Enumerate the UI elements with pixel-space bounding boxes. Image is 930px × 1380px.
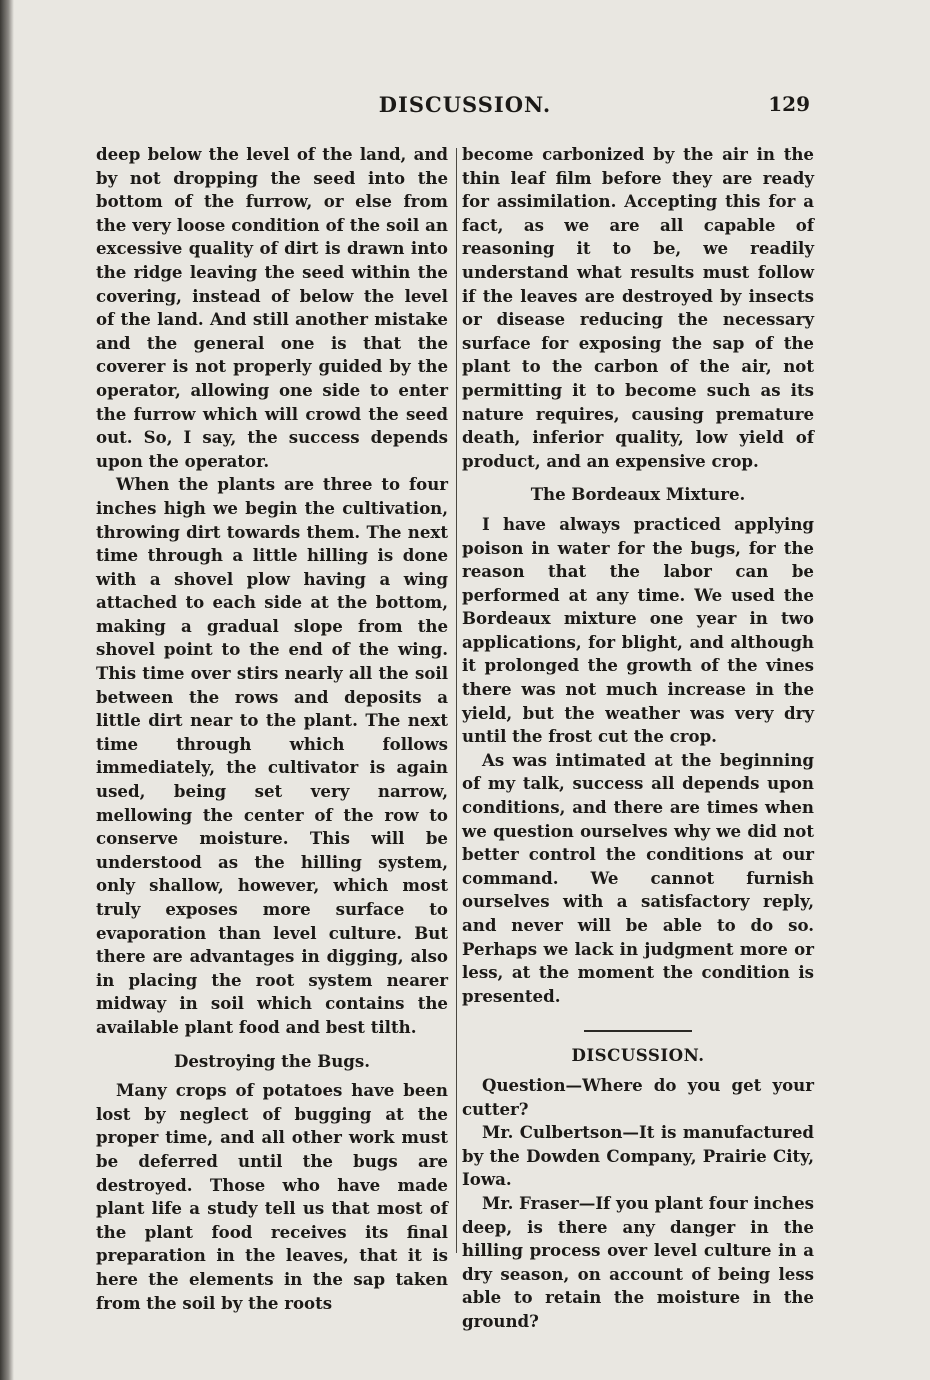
left-paragraph-1: deep below the level of the land, and by not dropping the seed into the bottom of the furrow, or else from the very loose condition of the soil an excessive quality of dirt is drawn into the ridge leaving the seed within the covering, instead of below the level of the land. And still another mistake and the general one is that the coverer is not properly guided by the operator, allowing one side to enter the furrow which will crowd the seed out. So, I say, the success depends upon the operator. (96, 144, 448, 471)
right-paragraph-2: I have always practiced applying poison in water for the bugs, for the reason that the labor can be performed at any time. We used the Bordeaux mixture one year in two applications, for blight, and although it prolonged the growth of the vines there was not much increase in the yield, but the weather was very dry until the frost cut the crop. (462, 513, 814, 747)
discussion-question-1: Question—Where do you get your cutter? (462, 1074, 814, 1119)
section-heading-discussion: DISCUSSION. (571, 1045, 705, 1066)
page-binding-shadow (0, 0, 14, 1380)
page-number: 129 (768, 92, 810, 116)
section-heading-bordeaux-mixture: The Bordeaux Mixture. (530, 484, 746, 505)
column-divider (456, 148, 457, 1253)
right-paragraph-3: As was intimated at the beginning of my talk, success all depends upon conditions, and there are times when we question ourselves why we did not better control the conditions at our command. We cannot furnish ourselves with a satisfactory reply, and never will be able to do so. Perhaps we lack in judgment more or less, at the moment the condition is presented. (462, 749, 814, 1006)
section-divider (584, 1030, 692, 1032)
left-paragraph-3: Many crops of potatoes have been lost by neglect of bugging at the proper time, and all other work must be deferred until the bugs are destroyed. Those who have made plant life a study tell us that most of the plant food receives its final preparation in the leaves, that it is here the elements in the sap taken from the soil by the roots (96, 1080, 448, 1313)
running-title: DISCUSSION. (378, 92, 552, 117)
left-paragraph-2: When the plants are three to four inches high we begin the cultivation, throwing dirt towards them. The next time through a little hilling is done with a shovel plow having a wing attached to each side at the bottom, making a gradual slope from the shovel point to the end of the wing. This time over stirs nearly all the soil between the rows and deposits a little dirt near to the plant. The next time through which follows immediately, the cultivator is again used, being set very narrow, mellowing the center of the row to conserve moisture. This will be understood as the hilling system, only shallow, however, which most truly exposes more surface to evaporation than level culture. But there are advantages in digging, also in placing the root system nearer midway in soil which contains the available plant food and best tilth. (96, 474, 448, 1037)
right-column (462, 143, 814, 1334)
section-heading-destroying-bugs: Destroying the Bugs. (173, 1050, 371, 1071)
left-column (96, 143, 448, 1315)
page-header (0, 92, 930, 126)
discussion-answer-1: Mr. Culbertson—It is manufactured by the Dowden Company, Prairie City, Iowa. (462, 1122, 814, 1190)
right-paragraph-1: become carbonized by the air in the thin leaf film before they are ready for assimilation. Accepting this for a fact, as we are all capable of reasoning it to be, we readily understand what results must follow if the leaves are destroyed by insects or disease reducing the necessary surface for exposing the sap of the plant to the carbon of the air, not permitting it to become such as its nature requires, causing premature death, inferior quality, low yield of product, and an expensive crop. (462, 144, 814, 471)
discussion-question-2: Mr. Fraser—If you plant four inches deep, is there any danger in the hilling process over level culture in a dry season, on account of being less able to retain the moisture in the ground? (462, 1192, 814, 1331)
